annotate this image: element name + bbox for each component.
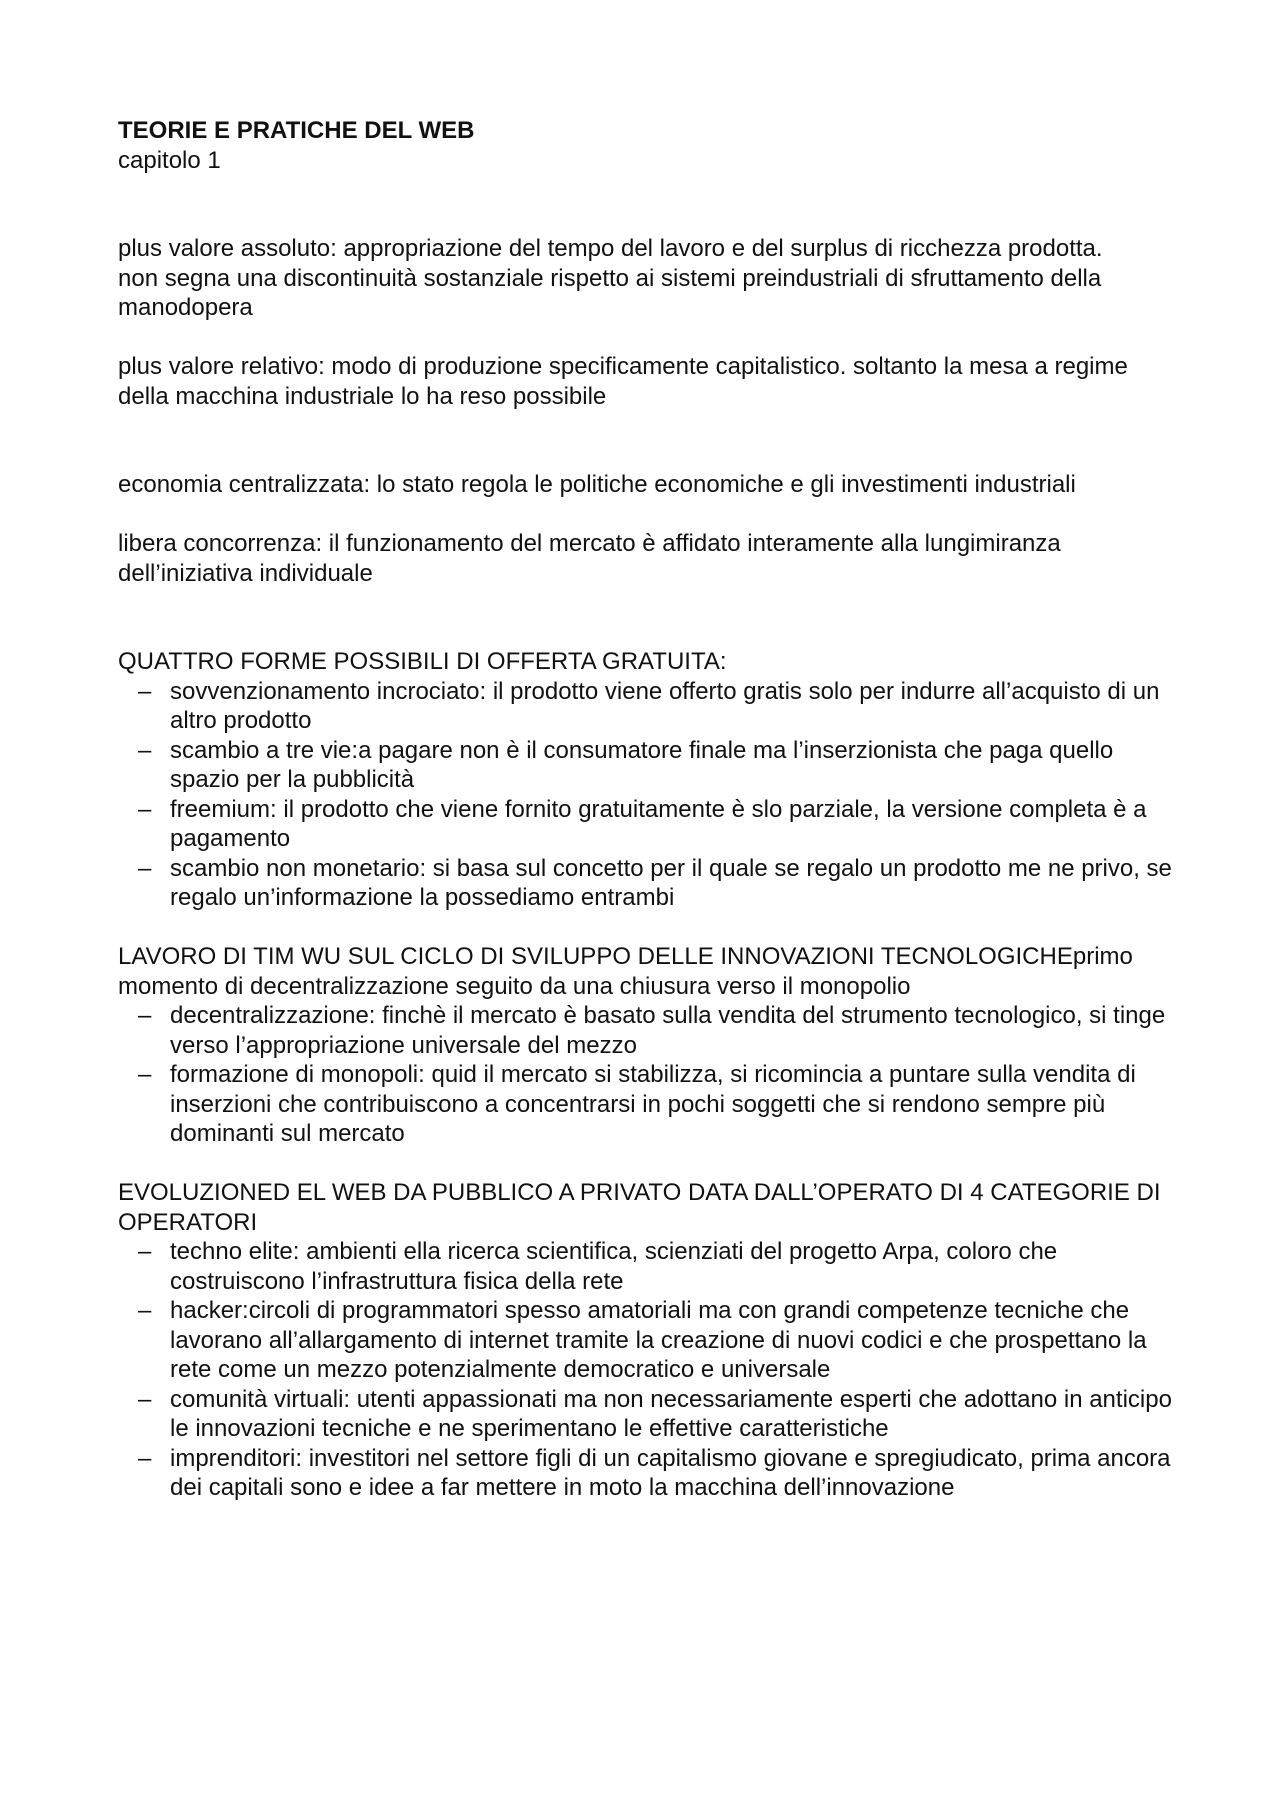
- list-item: – formazione di monopoli: quid il mercato si stabilizza, si ricomincia a puntare sulla vendita di inserzioni che contribuiscono a concentrarsi in pochi soggetti che si rendono sempre più dominanti sul mercato: [118, 1060, 1178, 1149]
- spacer: [118, 1149, 1178, 1179]
- list-item: – hacker:circoli di programmatori spesso amatoriali ma con grandi competenze tecniche che lavorano all’allargamento di internet tramite la creazione di nuovi codici e che prospettano la rete come un mezzo potenzialmente democratico e universale: [118, 1296, 1178, 1385]
- list-item: – scambio non monetario: si basa sul concetto per il quale se regalo un prodotto me ne privo, se regalo un’informazione la possediamo entrambi: [118, 854, 1178, 913]
- document-title: TEORIE E PRATICHE DEL WEB: [118, 117, 475, 144]
- list-item: – decentralizzazione: finchè il mercato è basato sulla vendita del strumento tecnologico, si tinge verso l’appropriazione universale del mezzo: [118, 1001, 1178, 1060]
- list-offerta-gratuita: [118, 677, 1178, 913]
- list-item: – techno elite: ambienti ella ricerca scientifica, scienziati del progetto Arpa, coloro che costruiscono l’infrastruttura fisica della rete: [118, 1237, 1178, 1296]
- list-item: – freemium: il prodotto che viene fornito gratuitamente è slo parziale, la versione completa è a pagamento: [118, 795, 1178, 854]
- spacer: [118, 588, 1178, 647]
- paragraph-discontinuita: non segna una discontinuità sostanziale rispetto ai sistemi preindustriali di sfruttamento della manodopera: [118, 264, 1102, 321]
- paragraph-plus-valore-assoluto: plus valore assoluto: appropriazione del tempo del lavoro e del surplus di ricchezza prodotta.: [118, 235, 1103, 262]
- paragraph-plus-valore-relativo: plus valore relativo: modo di produzione specificamente capitalistico. soltanto la mesa a regime della macchina industriale lo ha reso possibile: [118, 353, 1128, 410]
- paragraph-economia-centralizzata: economia centralizzata: lo stato regola le politiche economiche e gli investimenti industriali: [118, 471, 1076, 498]
- spacer: [118, 411, 1178, 470]
- list-item: – imprenditori: investitori nel settore figli di un capitalismo giovane e spregiudicato, prima ancora dei capitali sono e idee a far mettere in moto la macchina dell’innovazione: [118, 1444, 1178, 1503]
- spacer: [118, 323, 1178, 353]
- list-tim-wu: [118, 1001, 1178, 1149]
- section-heading-offerta-gratuita: QUATTRO FORME POSSIBILI DI OFFERTA GRATUITA:: [118, 648, 727, 675]
- spacer: [118, 175, 1178, 234]
- list-item: – comunità virtuali: utenti appassionati ma non necessariamente esperti che adottano in anticipo le innovazioni tecniche e ne sperimentano le effettive caratteristiche: [118, 1385, 1178, 1444]
- list-item: – scambio a tre vie:a pagare non è il consumatore finale ma l’inserzionista che paga quello spazio per la pubblicità: [118, 736, 1178, 795]
- paragraph-libera-concorrenza: libera concorrenza: il funzionamento del mercato è affidato interamente alla lungimiranza dell’iniziativa individuale: [118, 530, 1061, 587]
- section-heading-tim-wu: LAVORO DI TIM WU SUL CICLO DI SVILUPPO DELLE INNOVAZIONI TECNOLOGICHEprimo momento di decentralizzazione seguito da una chiusura verso il monopolio: [118, 943, 1133, 1000]
- document-page: [118, 116, 1178, 1503]
- section-heading-evoluzione-web: EVOLUZIONED EL WEB DA PUBBLICO A PRIVATO DATA DALL’OPERATO DI 4 CATEGORIE DI OPERATORI: [118, 1179, 1161, 1236]
- spacer: [118, 500, 1178, 530]
- spacer: [118, 913, 1178, 943]
- list-operatori: [118, 1237, 1178, 1503]
- document-subtitle: capitolo 1: [118, 146, 221, 174]
- list-item: – sovvenzionamento incrociato: il prodotto viene offerto gratis solo per indurre all’acquisto di un altro prodotto: [118, 677, 1178, 736]
